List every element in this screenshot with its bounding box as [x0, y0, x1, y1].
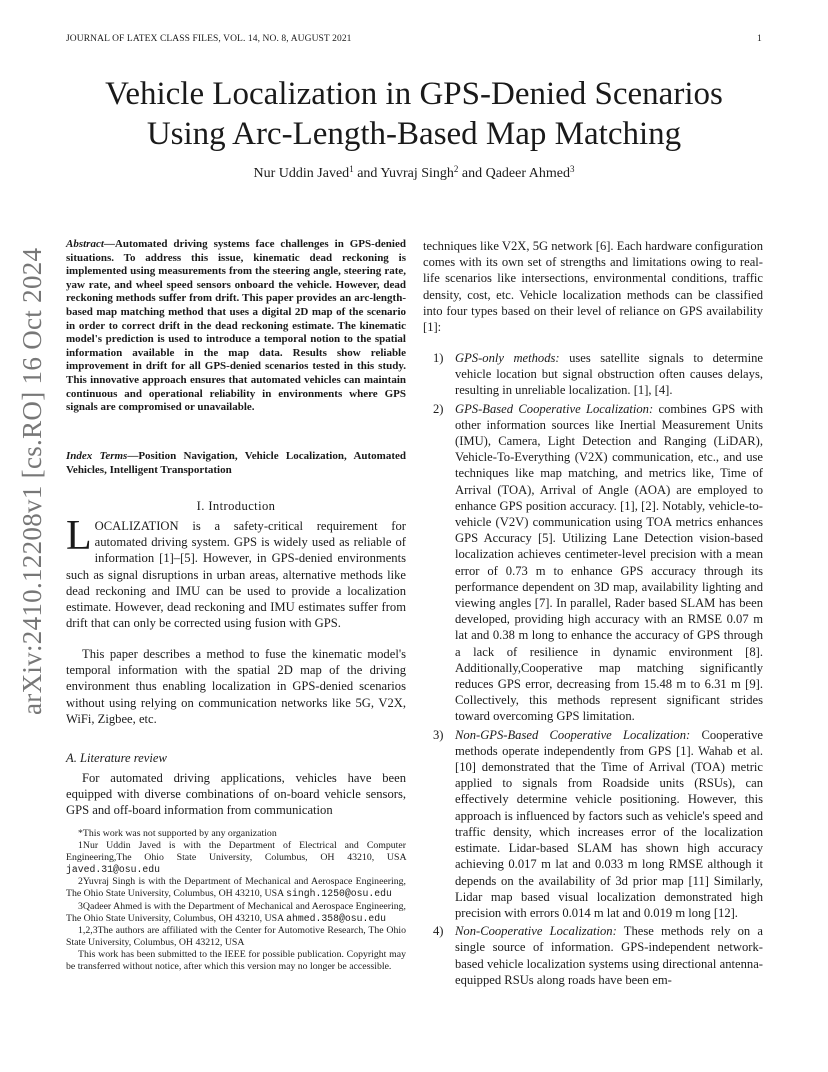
- abstract: [66, 238, 406, 415]
- right-column-intro-paragraph: techniques like V2X, 5G network [6]. Each hardware configuration comes with its own set of strengths and limitations owing to real-life scenarios like intersections, environmental conditions, traffic density, cost, etc. Vehicle localization methods can be classified into four types based on their level of reliance on GPS availability [1]:: [423, 239, 763, 335]
- email-author-2[interactable]: singh.1250@osu.edu: [286, 888, 392, 900]
- footnote-funding: *This work was not supported by any organization: [78, 828, 277, 839]
- abstract-text: —Automated driving systems face challenges in GPS-denied situations. To address this issue, kinematic dead reckoning is implemented using measurements from the steering angle, steering rate, yaw rate, and wheel speed sensors onboard the vehicle. However, dead reckoning methods suffer from drift. This paper provides an arc-length-based map matching method that uses a digital 2D map of the scenario in order to correct drift in the dead reckoning estimate. The kinematic model's prediction is used to introduce a temporal notion to the spatial information available in the map data. Results show reliable improvement in drift for all GPS-denied scenarios tested in this study. This innovative approach ensures that automated vehicles can maintain continuous and operational reliability in environments where GPS signals are compromised or unavailable.: [66, 238, 406, 414]
- author-sep-1: and: [353, 166, 381, 181]
- intro-paragraph-1-text: OCALIZATION is a safety-critical requirement for automated driving system. GPS is widely used as reliable of information [1]–[5]. However, in GPS-denied environments such as signal disruptions in urban areas, alternative methods like dead reckoning and IMU can be used to provide a localization estimate. However, dead reckoning and IMU estimates suffer from drift that can only be corrected using fusion with GPS.: [66, 519, 406, 631]
- list-item: [433, 350, 763, 399]
- author-3-affil: 3: [569, 164, 575, 174]
- footnote-affiliation: 1,2,3The authors are affiliated with the Center for Automotive Research, The Ohio State University, Columbus, OH 43212, USA: [66, 924, 406, 948]
- footnote-author-3: 3Qadeer Ahmed is with the Department of Mechanical and Aerospace Engineering, The Ohio State University, Columbus, OH 43210, USA ahmed.358@osu.edu: [66, 900, 406, 924]
- list-item-number: 3): [433, 727, 444, 742]
- subsection-heading-literature-review: A. Literature review: [66, 751, 167, 765]
- index-terms-text: —Position Navigation, Vehicle Localization, Automated Vehicles, Intelligent Transportation: [66, 450, 406, 476]
- list-item-text: These methods rely on a single source of information. GPS-independent network-based vehicle localization systems using directional antenna-equipped RSUs along roads have been em-: [455, 924, 763, 987]
- author-2: Yuvraj Singh: [380, 166, 454, 181]
- list-item-number: 4): [433, 924, 444, 939]
- author-1: Nur Uddin Javed: [253, 166, 350, 181]
- list-item: [433, 727, 763, 921]
- list-item: [433, 923, 763, 988]
- footnote-author-2: 2Yuvraj Singh is with the Department of Mechanical and Aerospace Engineering, The Ohio State University, Columbus, OH 43210, USA singh.1250@osu.edu: [66, 876, 406, 900]
- paper-title: [66, 74, 762, 154]
- arxiv-identifier: arXiv:2410.12208v1 [cs.RO] 16 Oct 2024: [17, 247, 47, 715]
- list-item-heading: GPS-Based Cooperative Localization:: [455, 401, 654, 416]
- list-item-heading: Non-Cooperative Localization:: [455, 924, 617, 939]
- email-author-1[interactable]: javed.31@osu.edu: [66, 864, 161, 876]
- author-2-affil: 2: [453, 164, 459, 174]
- index-terms: [66, 450, 406, 477]
- author-list: [66, 166, 762, 182]
- running-header: JOURNAL OF LATEX CLASS FILES, VOL. 14, NO. 8, AUGUST 2021: [66, 34, 352, 44]
- footnote-ieee-notice: This work has been submitted to the IEEE for possible publication. Copyright may be transferred without notice, after which this version may no longer be accessible.: [66, 948, 406, 973]
- author-sep-2: and: [458, 166, 486, 181]
- list-item-number: 2): [433, 401, 444, 416]
- list-item-heading: Non-GPS-Based Cooperative Localization:: [455, 727, 691, 742]
- list-item-text: uses satellite signals to determine vehicle location but signal obstruction often causes delays, resulting in unreliable localization. [1], [4].: [455, 351, 763, 398]
- intro-paragraph-2: This paper describes a method to fuse the kinematic model's temporal information with the spatial 2D map of the driving environment thus enabling localization in GPS-denied scenarios without using relying on communication networks like 5G, V2X, WiFi, Zigbee, etc.: [66, 647, 406, 726]
- author-1-affil: 1: [349, 164, 354, 174]
- email-author-3[interactable]: ahmed.358@osu.edu: [286, 912, 387, 924]
- list-item-number: 1): [433, 351, 444, 365]
- author-3: Qadeer Ahmed: [485, 166, 570, 181]
- page-number: 1: [757, 34, 762, 44]
- title-line-2: Using Arc-Length-Based Map Matching: [146, 116, 682, 152]
- abstract-label: Abstract: [66, 238, 104, 250]
- localization-methods-list: [433, 350, 763, 988]
- list-item-text: Cooperative methods operate independently from GPS [1]. Wahab et al. [10] demonstrated that the Time of Arrival (TOA) metric applied to signals from Roadside units (RSUs), can effectively determine vehicle positioning. However, this approach is influenced by factors such as vehicle's speed and traffic density, which increases error of the localization estimate. Lidar-based SLAM has shown high accuracy achieving 0.017 m lat and 0.033 m long RMSE although it depends on the availability of 3d prior map [11] Similarly, Lidar map based visual localization demonstrated high precision with errors 0.014 m lat and 0.019 m long [12].: [455, 727, 763, 920]
- drop-cap: L: [66, 513, 92, 559]
- footnotes: [66, 828, 406, 973]
- footnote-author-1: 1Nur Uddin Javed is with the Department of Electrical and Computer Engineering,The Ohio State University, Columbus, OH 43210, USA javed.31@osu.edu: [66, 840, 406, 876]
- section-heading-introduction: I. Introduction: [196, 499, 276, 513]
- title-line-1: Vehicle Localization in GPS-Denied Scenarios: [105, 76, 723, 112]
- intro-paragraph-1: [66, 513, 406, 631]
- list-item-heading: GPS-only methods:: [455, 351, 560, 365]
- list-item-text: combines GPS with other information sources like Inertial Measurement Units (IMU), Camera, Light Detection and Ranging (LiDAR), Vehicle-To-Everything (V2X) communication, etc., and use techniques like map matching, and metrics like, Time of Arrival (TOA), Arrival of Angle (AOA) are employed to enhance GPS position accuracy. [1], [2]. Notably, vehicle-to-vehicle (V2V) communication using TOA metrics enhances GPS Accuracy [5]. Utilizing Lane Detection vision-based localization achieves centimeter-level precision with a mean error of 0.73 m to enhance GPS accuracy through its performance dependent on 3D map, availability lighting and viewing angles [7]. In parallel, Rader based SLAM has been developed, providing high accuracy with an RMSE 0.07 m lat and 0.38 m long to enhance the accuracy of GPS through a lack of resilience in dynamic environment [8]. Additionally,Cooperative map matching significantly reduces GPS error, decreasing from 15.48 m to 6.31 m [9]. Collectively, this methods represent significant strides toward overcoming GPS limitation.: [455, 401, 763, 724]
- index-terms-label: Index Terms: [66, 450, 128, 462]
- list-item: [433, 401, 763, 725]
- literature-paragraph-1: For automated driving applications, vehicles have been equipped with diverse combinations of on-board vehicle sensors, GPS and off-board information from communication: [66, 771, 406, 818]
